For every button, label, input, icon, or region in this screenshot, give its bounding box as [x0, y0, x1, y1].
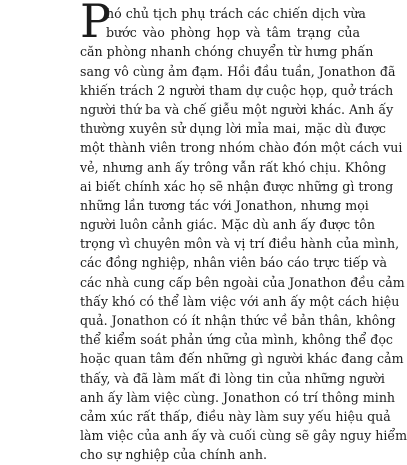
paragraph-line: vẻ, nhưng anh ấy trông vẫn rất khó chịu. Không: [80, 159, 387, 175]
body-paragraph: [80, 4, 407, 465]
paragraph-line: những lần tương tác với Jonathon, nhưng mọi: [80, 197, 369, 213]
paragraph-line: anh ấy làm việc cùng. Jonathon có trí thông minh: [80, 389, 396, 405]
paragraph-line: bước vào phòng họp và tâm trạng của: [106, 25, 360, 41]
paragraph-line: trọng vì chuyên môn và vị trí điều hành của mình,: [80, 236, 400, 252]
paragraph-line: người luôn cảnh giác. Mặc dù anh ấy được tôn: [80, 217, 375, 233]
paragraph-line: người thứ ba và chế giễu một người khác. Anh ấy: [80, 101, 394, 117]
paragraph-line: các đồng nghiệp, nhân viên báo cáo trực tiếp và: [80, 255, 388, 271]
paragraph-line: cảm xúc rất thấp, điều này làm suy yếu hiệu quả: [80, 408, 391, 424]
drop-cap-letter: P: [80, 0, 111, 48]
paragraph-line: hoặc quan tâm đến những gì người khác đang cảm: [80, 351, 404, 367]
paragraph-line: các nhà cung cấp bên ngoài của Jonathon đều cảm: [80, 274, 405, 290]
paragraph-line: ai biết chính xác họ sẽ nhận được những gì trong: [80, 178, 394, 194]
paragraph-line: hó chủ tịch phụ trách các chiến dịch vừa: [106, 6, 366, 21]
paragraph-line: thấy khó có thể làm việc với anh ấy một cách hiệu: [80, 293, 400, 309]
paragraph-line: sang vô cùng ảm đạm. Hồi đầu tuần, Jonathon đã: [80, 63, 396, 79]
paragraph-line: một thành viên trong nhóm chào đón một cách vui: [80, 140, 403, 156]
paragraph-line: làm việc của anh ấy và cuối cùng sẽ gây nguy hiểm: [80, 428, 407, 444]
paragraph-line: thường xuyên sử dụng lời mỉa mai, mặc dù được: [80, 121, 386, 137]
paragraph-line: khiến trách 2 người tham dự cuộc họp, quở trách: [80, 82, 394, 98]
paragraph-line: cho sự nghiệp của chính anh.: [80, 447, 267, 463]
paragraph-line: thể kiểm soát phản ứng của mình, không thể đọc: [80, 332, 393, 348]
paragraph-line: quả. Jonathon có ít nhận thức về bản thân, không: [80, 313, 396, 328]
paragraph-line: thấy, và đã làm mất đi lòng tin của những người: [80, 370, 385, 386]
paragraph-line: căn phòng nhanh chóng chuyển từ hưng phấn: [80, 44, 374, 60]
